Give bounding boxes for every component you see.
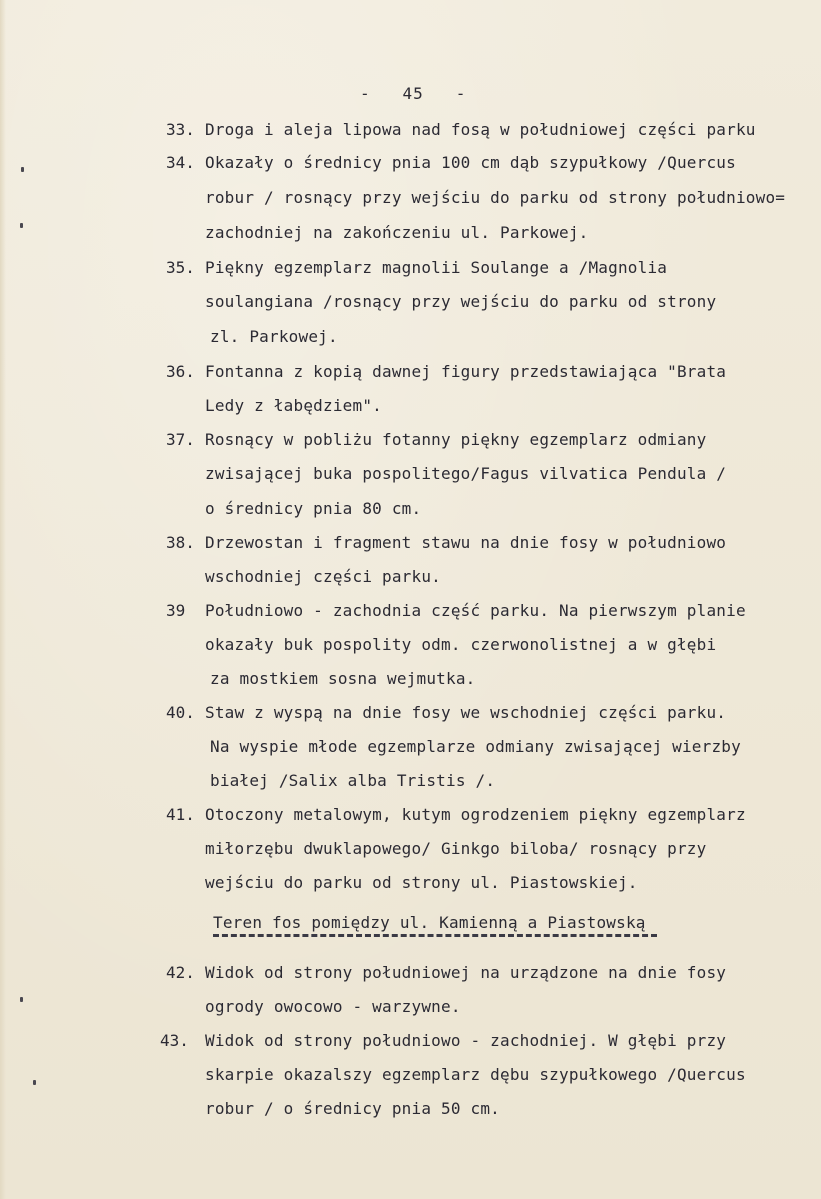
item-number-35: 35. (166, 258, 195, 277)
item-39-line-2: okazały buk pospolity odm. czerwonolistnej a w głębi (205, 635, 717, 654)
item-33-line-1: Droga i aleja lipowa nad fosą w południowej części parku (205, 120, 756, 139)
item-38-line-1: Drzewostan i fragment stawu na dnie fosy w południowo (205, 533, 727, 552)
item-43-line-1: Widok od strony południowo - zachodniej. W głębi przy (205, 1031, 727, 1050)
item-number-36: 36. (166, 362, 195, 381)
item-42-line-2: ogrody owocowo - warzywne. (205, 997, 461, 1016)
item-34-line-3: zachodniej na zakończeniu ul. Parkowej. (205, 223, 589, 242)
margin-speck (20, 223, 23, 228)
item-39-line-1: Południowo - zachodnia część parku. Na pierwszym planie (205, 601, 746, 620)
item-number-38: 38. (166, 533, 195, 552)
item-number-39: 39 (166, 601, 186, 620)
item-43-line-3: robur / o średnicy pnia 50 cm. (205, 1099, 500, 1118)
item-41-line-2: miłorzębu dwuklapowego/ Ginkgo biloba/ rosnący przy (205, 839, 707, 858)
page-number: - 45 - (360, 84, 467, 103)
item-40-line-1: Staw z wyspą na dnie fosy we wschodniej części parku. (205, 703, 727, 722)
section-heading: Teren fos pomiędzy ul. Kamienną a Piastowską (213, 913, 646, 932)
item-number-43: 43. (160, 1031, 189, 1050)
item-36-line-2: Ledy z łabędziem". (205, 396, 382, 415)
margin-speck (20, 997, 23, 1002)
item-40-line-2: Na wyspie młode egzemplarze odmiany zwisającej wierzby (210, 737, 741, 756)
item-39-line-3: za mostkiem sosna wejmutka. (210, 669, 476, 688)
section-heading-underline (213, 934, 657, 937)
item-40-line-3: białej /Salix alba Tristis /. (210, 771, 496, 790)
item-43-line-2: skarpie okazalszy egzemplarz dębu szypułkowego /Quercus (205, 1065, 746, 1084)
item-42-line-1: Widok od strony południowej na urządzone na dnie fosy (205, 963, 727, 982)
item-37-line-3: o średnicy pnia 80 cm. (205, 499, 422, 518)
item-number-37: 37. (166, 430, 195, 449)
item-36-line-1: Fontanna z kopią dawnej figury przedstawiająca "Brata (205, 362, 727, 381)
item-number-40: 40. (166, 703, 195, 722)
item-number-34: 34. (166, 153, 195, 172)
item-34-line-2: robur / rosnący przy wejściu do parku od strony południowo= (205, 188, 786, 207)
item-35-line-1: Piękny egzemplarz magnolii Soulange a /Magnolia (205, 258, 668, 277)
margin-speck (21, 167, 24, 172)
item-34-line-1: Okazały o średnicy pnia 100 cm dąb szypułkowy /Quercus (205, 153, 736, 172)
item-38-line-2: wschodniej części parku. (205, 567, 441, 586)
item-number-33: 33. (166, 120, 195, 139)
item-37-line-2: zwisającej buka pospolitego/Fagus vilvatica Pendula / (205, 464, 727, 483)
item-number-42: 42. (166, 963, 195, 982)
item-35-line-2: soulangiana /rosnący przy wejściu do parku od strony (205, 292, 717, 311)
margin-speck (33, 1080, 36, 1085)
page-edge-shadow (0, 0, 6, 1199)
item-41-line-1: Otoczony metalowym, kutym ogrodzeniem piękny egzemplarz (205, 805, 746, 824)
item-number-41: 41. (166, 805, 195, 824)
item-35-line-3: zl. Parkowej. (210, 327, 338, 346)
item-41-line-3: wejściu do parku od strony ul. Piastowskiej. (205, 873, 638, 892)
item-37-line-1: Rosnący w pobliżu fotanny piękny egzemplarz odmiany (205, 430, 707, 449)
